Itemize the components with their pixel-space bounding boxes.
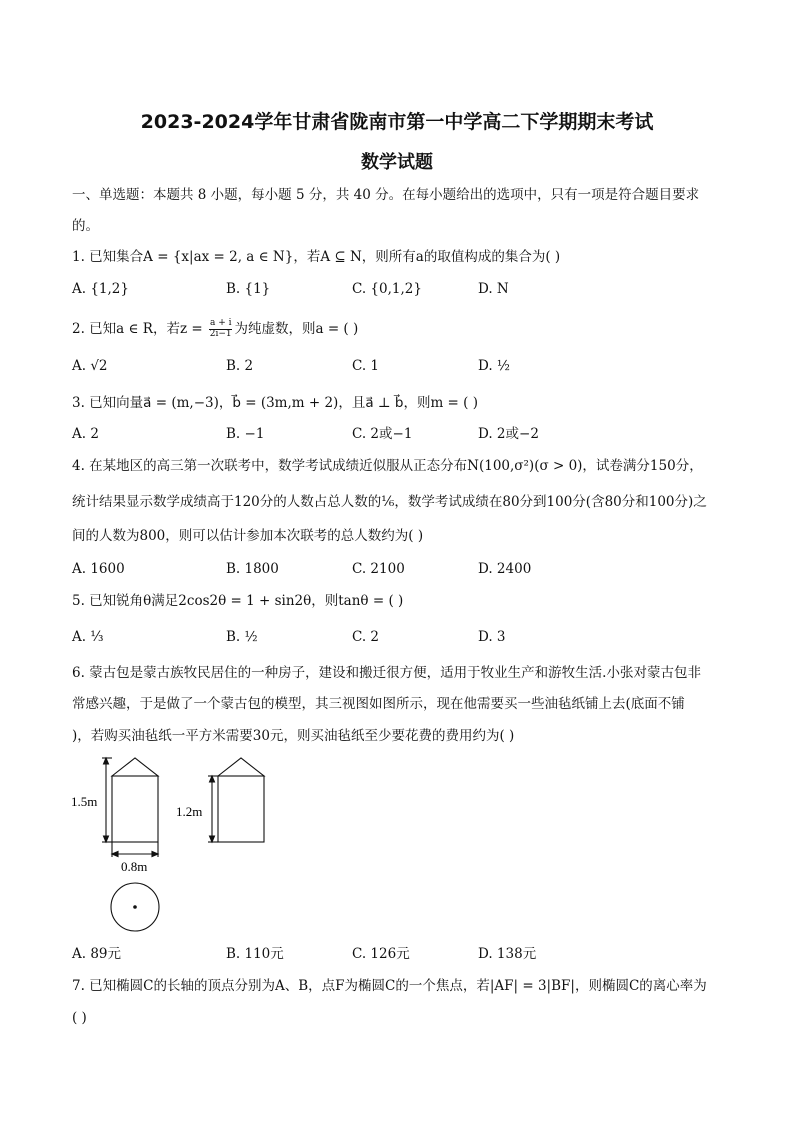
question-4-option-d: D. 2400: [478, 561, 532, 577]
question-7-stem-line2: ( ): [72, 1010, 87, 1026]
question-4-option-b: B. 1800: [226, 561, 279, 577]
question-2-option-c: C. 1: [352, 358, 380, 374]
question-2-fraction: [209, 319, 233, 340]
question-1-option-b: B. {1}: [226, 281, 271, 297]
question-6-stem-line2: 常感兴趣，于是做了一个蒙古包的模型，其三视图如图所示，现在他需要买一些油毡纸铺上去(底面不铺: [72, 696, 685, 712]
question-6-three-view-figure: [68, 752, 288, 937]
question-2-stem: [72, 319, 358, 340]
front-view: [112, 758, 158, 842]
question-6-stem-line3: )，若购买油毡纸一平方米需要30元，则买油毡纸至少要花费的费用约为( ): [72, 728, 515, 744]
side-view: [218, 758, 264, 842]
side-view-body: [218, 776, 264, 842]
section-instruction-line2: 的。: [72, 218, 99, 234]
side-view-roof: [218, 758, 264, 776]
section-instruction-line1: 一、单选题：本题共 8 小题，每小题 5 分，共 40 分。在每小题给出的选项中，只有一项是符合题目要求: [72, 187, 700, 203]
question-2-fraction-numerator: a + i: [209, 318, 232, 328]
question-6-option-a: A. 89元: [72, 946, 122, 962]
top-view-center-dot: [133, 905, 137, 909]
height-dimension-right: [208, 776, 218, 842]
question-5-option-d: D. 3: [478, 629, 506, 645]
question-5-option-c: C. 2: [352, 629, 380, 645]
question-2-fraction-denominator: 2i−1: [209, 328, 232, 339]
question-5-option-a: A. ⅓: [72, 629, 104, 645]
question-7-stem-line1: 7. 已知椭圆C的长轴的顶点分别为A、B，点F为椭圆C的一个焦点，若|AF| = 3|BF|，则椭圆C的离心率为: [72, 978, 707, 994]
question-4-option-a: A. 1600: [72, 561, 125, 577]
question-3-option-d: D. 2或−2: [478, 426, 539, 442]
question-2-stem-end: 为纯虚数，则a = ( ): [234, 320, 359, 337]
exam-subtitle: 数学试题: [361, 152, 433, 173]
question-6-option-d: D. 138元: [478, 946, 537, 962]
question-1-option-d: D. N: [478, 281, 509, 297]
question-3-option-b: B. −1: [226, 426, 265, 442]
height-label-right: 1.2m: [176, 804, 203, 819]
question-3-option-a: A. 2: [72, 426, 99, 442]
height-dimension-left: [102, 758, 112, 842]
question-4-stem-line1: 4. 在某地区的高三第一次联考中，数学考试成绩近似服从正态分布N(100,σ²)(σ > 0)，试卷满分150分，: [72, 458, 703, 474]
question-5-option-b: B. ½: [226, 629, 258, 645]
exam-title: 2023-2024学年甘肃省陇南市第一中学高二下学期期末考试: [140, 111, 654, 133]
question-1-option-c: C. {0,1,2}: [352, 281, 422, 297]
question-3-option-c: C. 2或−1: [352, 426, 413, 442]
front-view-roof: [112, 758, 158, 776]
question-6-option-c: C. 126元: [352, 946, 410, 962]
question-1-option-a: A. {1,2}: [72, 281, 129, 297]
question-4-stem-line3: 间的人数为800，则可以估计参加本次联考的总人数约为( ): [72, 528, 424, 544]
question-4-option-c: C. 2100: [352, 561, 405, 577]
question-3-stem: 3. 已知向量a⃗ = (m,−3)，b⃗ = (3m,m + 2)，且a⃗ ⊥ b⃗，则m = ( ): [72, 395, 478, 411]
question-2-option-d: D. ½: [478, 358, 511, 374]
question-6-option-b: B. 110元: [226, 946, 284, 962]
question-1-stem: 1. 已知集合A = {x|ax = 2, a ∈ N}，若A ⊆ N，则所有a的取值构成的集合为( ): [72, 249, 561, 265]
width-dimension: [112, 842, 158, 857]
question-2-option-a: A. √2: [72, 358, 108, 374]
question-4-stem-line2: 统计结果显示数学成绩高于120分的人数占总人数的⅙，数学考试成绩在80分到100分(含80分和100分)之: [72, 494, 707, 510]
front-view-body: [112, 776, 158, 842]
question-6-stem-line1: 6. 蒙古包是蒙古族牧民居住的一种房子，建设和搬迁很方便，适用于牧业生产和游牧生活.小张对蒙古包非: [72, 665, 701, 681]
question-2-option-b: B. 2: [226, 358, 254, 374]
height-label-left: 1.5m: [71, 794, 98, 809]
question-5-stem: 5. 已知锐角θ满足2cos2θ = 1 + sin2θ，则tanθ = ( ): [72, 593, 404, 609]
question-2-stem-start: 2. 已知a ∈ R，若z =: [72, 320, 207, 337]
width-label: 0.8m: [121, 859, 148, 874]
